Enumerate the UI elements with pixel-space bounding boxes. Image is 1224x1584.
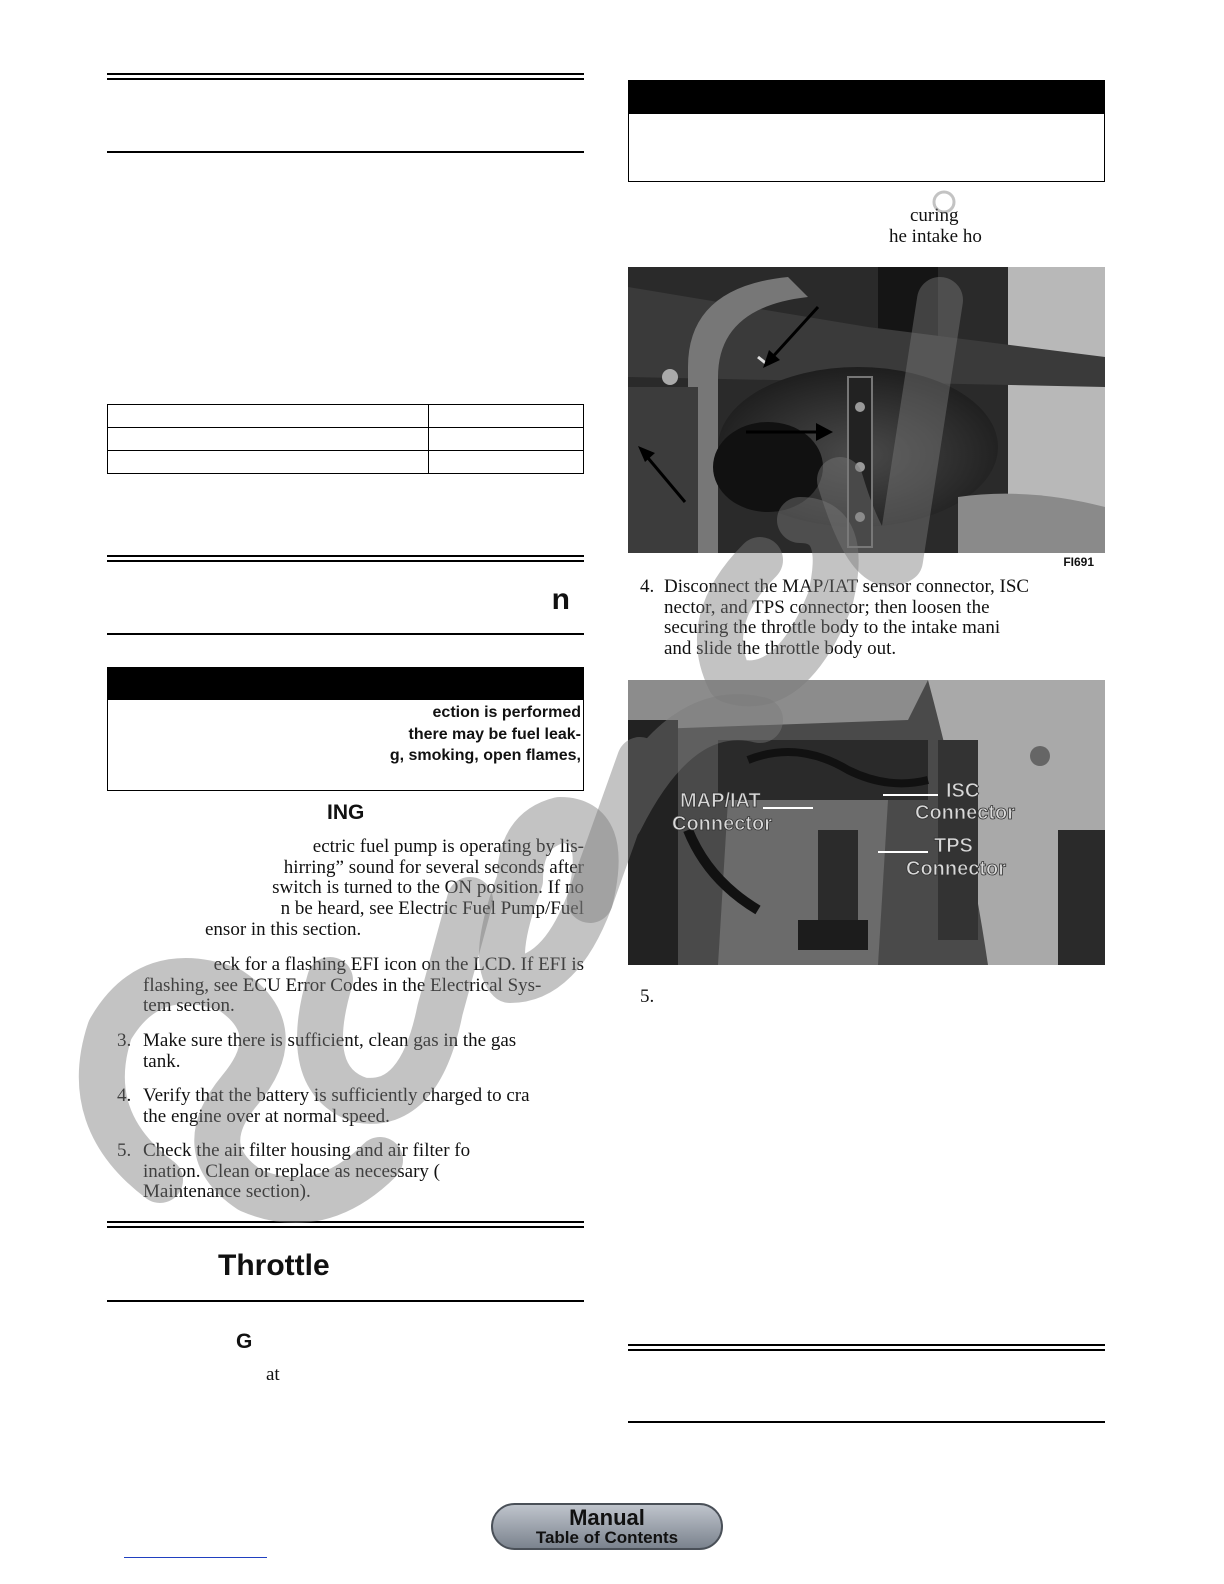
isc-connector-label: Connector	[915, 802, 1015, 824]
warning-line: ection is performed	[432, 704, 581, 721]
caption-fragment	[860, 206, 1060, 247]
text-line: ensor in this section.	[205, 918, 362, 940]
text-line: n be heard, see Electric Fuel Pump/Fuel	[280, 898, 584, 920]
section-rule-bottom	[107, 1300, 584, 1302]
text-line: flashing, see ECU Error Codes in the Electrical Sys-	[143, 974, 542, 996]
step-number: 5.	[640, 986, 655, 1007]
engine-photo-connectors-image	[628, 680, 1105, 965]
list-item	[640, 577, 1105, 660]
tps-connector-label: TPS	[934, 835, 973, 857]
tps-connector-label: Connector	[906, 858, 1006, 880]
text-line: the engine over at normal speed.	[143, 1105, 390, 1127]
table-of-contents-button[interactable]	[491, 1503, 723, 1550]
section-heading-throttle: Throttle	[218, 1249, 330, 1282]
spec-table	[107, 404, 584, 474]
text-line: Maintenance section).	[143, 1181, 311, 1203]
engine-photo-connectors	[628, 680, 1105, 965]
warning-line: g, smoking, open flames,	[389, 747, 581, 764]
note-heading: ING	[327, 801, 365, 824]
section-rule-top	[628, 1344, 1105, 1346]
section-rule-top	[107, 1221, 584, 1223]
section-rule-bottom	[107, 633, 584, 635]
step-number: 3.	[117, 1030, 132, 1051]
toc-button-line1: Manual	[569, 1505, 645, 1530]
paragraph-efi-icon	[143, 955, 584, 1017]
table-row	[108, 428, 584, 451]
caution-header-bar	[629, 81, 1104, 114]
step-number: 4.	[117, 1085, 132, 1106]
engine-photo-intake	[628, 267, 1105, 553]
warning-line: there may be fuel leak-	[408, 725, 581, 743]
text-line: Make sure there is sufficient, clean gas in the gas	[143, 1030, 517, 1051]
text-line: hirring” sound for several seconds after	[283, 856, 584, 878]
table-row	[108, 405, 584, 428]
text-line: Check the air filter housing and air filter fo	[143, 1140, 471, 1161]
section-heading: n	[551, 583, 570, 616]
list-item	[117, 1086, 584, 1127]
text-line: he intake ho	[889, 225, 982, 247]
section-rule-top-2	[107, 560, 584, 562]
text-line: ectric fuel pump is operating by lis-	[312, 836, 584, 857]
paragraph-fuel-pump	[143, 837, 584, 941]
figure-id: FI691	[1063, 555, 1094, 569]
step-number: 4.	[640, 576, 655, 597]
text-line: Disconnect the MAP/IAT sensor connector, ISC	[664, 576, 1030, 597]
text-line: and slide the throttle body out.	[664, 638, 897, 660]
caution-box	[628, 80, 1105, 182]
text-line: securing the throttle body to the intake mani	[664, 617, 1001, 639]
isc-connector-label: ISC	[946, 780, 980, 802]
map-iat-connector-label: MAP/IAT	[680, 790, 761, 812]
text-line: curing	[910, 205, 959, 226]
text-line: tem section.	[143, 995, 235, 1017]
section-rule-bottom	[107, 151, 584, 153]
subheading: G	[236, 1330, 253, 1353]
section-rule-top	[107, 555, 584, 557]
text-line: eck for a flashing EFI icon on the LCD. If EFI is	[213, 954, 584, 975]
list-item	[117, 1141, 584, 1203]
warning-header-bar	[108, 668, 583, 700]
text-line: switch is turned to the ON position. If no	[272, 877, 584, 899]
text-line: tank.	[143, 1050, 181, 1072]
text-line: nector, and TPS connector; then loosen the	[664, 596, 990, 618]
section-rule-top-2	[107, 1226, 584, 1228]
toc-button-line2: Table of Contents	[535, 1528, 679, 1547]
list-item	[117, 1031, 584, 1072]
footer-link-underline[interactable]	[124, 1557, 267, 1558]
engine-photo-intake-image	[628, 267, 1105, 553]
text-fragment: at	[266, 1364, 280, 1385]
warning-box	[107, 667, 584, 791]
step-number: 5.	[117, 1140, 132, 1161]
map-iat-connector-label: Connector	[672, 813, 772, 835]
text-line: ination. Clean or replace as necessary (	[143, 1160, 441, 1182]
section-rule-bottom	[628, 1421, 1105, 1423]
warning-text	[108, 700, 583, 767]
section-rule-top-2	[628, 1349, 1105, 1351]
text-line: Verify that the battery is sufficiently charged to cra	[143, 1085, 530, 1106]
section-rule-top-2	[107, 78, 584, 80]
section-rule-top	[107, 73, 584, 75]
table-row	[108, 451, 584, 474]
